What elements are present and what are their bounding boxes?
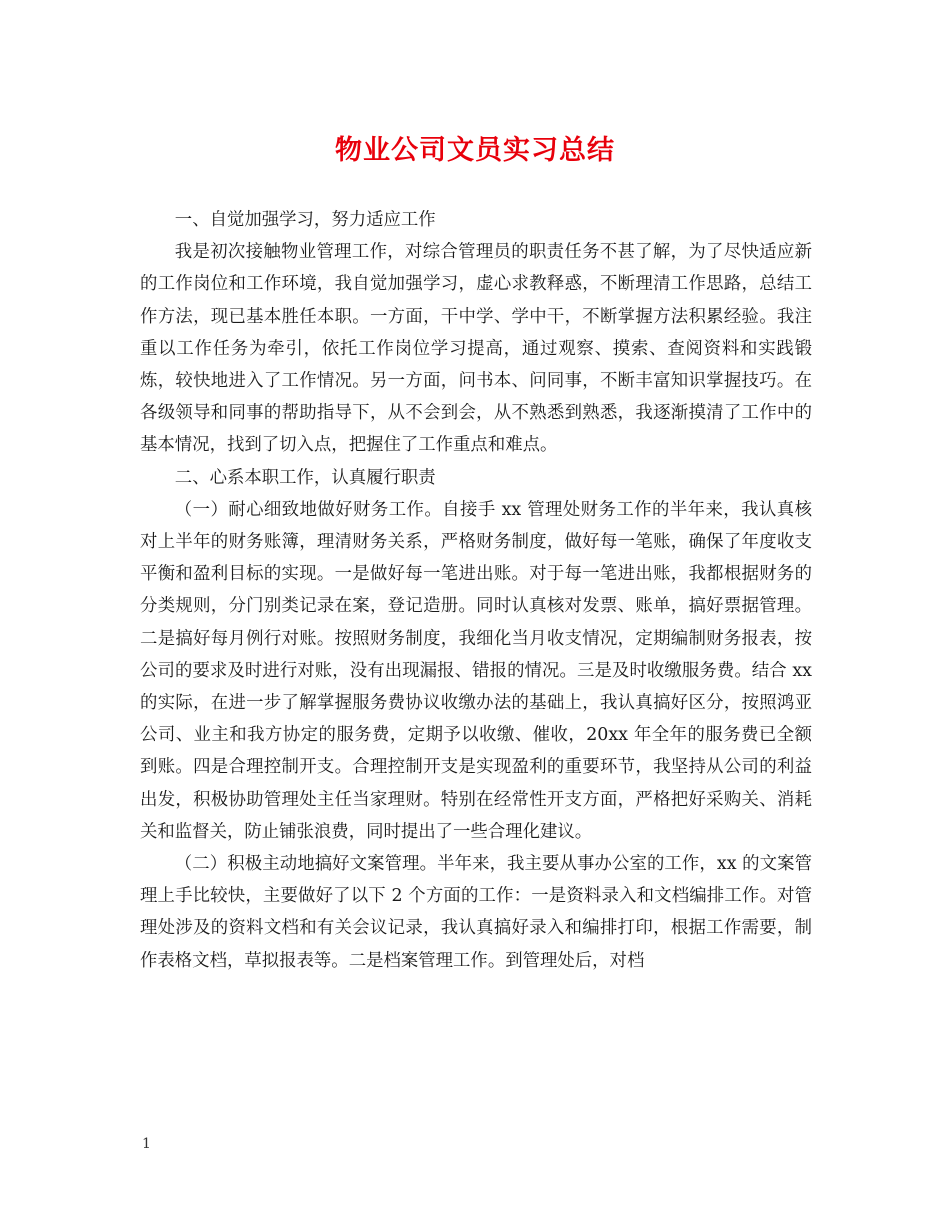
document-title: 物业公司文员实习总结 [335, 135, 615, 166]
section-heading: 二、心系本职工作，认真履行职责 [174, 467, 436, 488]
body-paragraph: （一）耐心细致地做好财务工作。自接手 xx 管理处财务工作的半年来，我认真核对上半年的财务账簿，理清财务关系，严格财务制度，做好每一笔账，确保了年度收支平衡和盈利目标的实现。一是做好每一笔进出账。对于每一笔进出账，我都根据财务的分类规则，分门别类记录在案，登记造册。同时认真核对发票、账单，搞好票据管理。二是搞好每月例行对账。按照财务制度，我细化当月收支情况，定期编制财务报表，按公司的要求及时进行对账，没有出现漏报、错报的情况。三是及时收缴服务费。结合 xx 的实际，在进一步了解掌握服务费协议收缴办法的基础上，我认真搞好区分，按照鸿亚公司、业主和我方协定的服务费，定期予以收缴、催收，20xx 年全年的服务费已全额到账。四是合理控制开支。合理控制开支是实现盈利的重要环节，我坚持从公司的利益出发，积极协助管理处主任当家理财。特别在经常性开支方面，严格把好采购关、消耗关和监督关，防止铺张浪费，同时提出了一些合理化建议。 [140, 499, 812, 842]
section-heading: 一、自觉加强学习，努力适应工作 [174, 210, 436, 230]
body-paragraph: （二）积极主动地搞好文案管理。半年来，我主要从事办公室的工作，xx 的文案管理上手比较快，主要做好了以下 2 个方面的工作：一是资料录入和文档编排工作。对管理处涉及的资料文档和有关会议记录，我认真搞好录入和编排打印，根据工作需要，制作表格文档，草拟报表等。二是档案管理工作。到管理处后，对档 [140, 854, 812, 971]
page-number: 1 [142, 1136, 151, 1152]
body-paragraph: 我是初次接触物业管理工作，对综合管理员的职责任务不甚了解，为了尽快适应新的工作岗位和工作环境，我自觉加强学习，虚心求教释惑，不断理清工作思路，总结工作方法，现已基本胜任本职。一方面，干中学、学中干，不断掌握方法积累经验。我注重以工作任务为牵引，依托工作岗位学习提高，通过观察、摸索、查阅资料和实践锻炼，较快地进入了工作情况。另一方面，问书本、问同事，不断丰富知识掌握技巧。在各级领导和同事的帮助指导下，从不会到会，从不熟悉到熟悉，我逐渐摸清了工作中的基本情况，找到了切入点，把握住了工作重点和难点。 [140, 242, 812, 456]
document-body [140, 204, 812, 977]
